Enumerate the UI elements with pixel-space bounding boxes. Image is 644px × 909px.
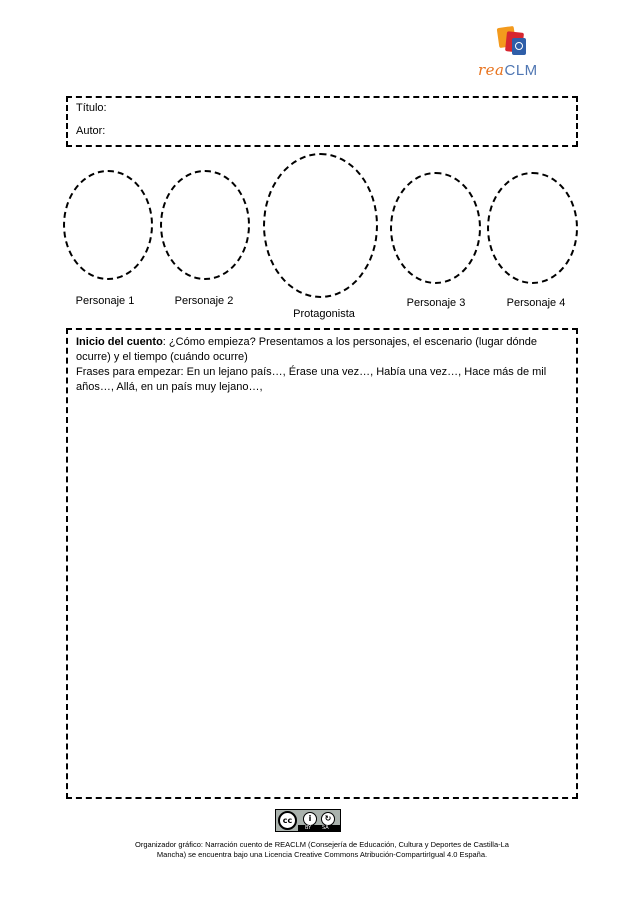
story-instructions (76, 335, 568, 395)
footer-line-2: Mancha) se encuentra bajo una Licencia Creative Commons Atribución-CompartirIgual 4.0 España. (156, 850, 488, 859)
character-oval-3 (390, 172, 481, 284)
sa-text: SA (322, 825, 329, 831)
character-label-4: Personaje 4 (506, 297, 566, 309)
character-oval-2 (160, 170, 250, 280)
title-label: Título: (76, 102, 107, 114)
footer-line-1: Organizador gráfico: Narración cuento de REACLM (Consejería de Educación, Cultura y Deportes de Castilla-La (135, 840, 509, 849)
title-author-box (66, 96, 578, 147)
character-label-3: Personaje 3 (406, 297, 466, 309)
character-label-1: Personaje 1 (75, 295, 135, 307)
logo-word-clm: CLM (504, 62, 538, 79)
by-person-icon: i (303, 812, 317, 826)
character-oval-1 (63, 170, 153, 280)
cc-license-badge (275, 809, 341, 832)
logo-wordmark (478, 61, 538, 79)
sa-share-icon: ↻ (321, 812, 335, 826)
character-oval-4 (487, 172, 578, 284)
protagonist-label: Protagonista (293, 308, 355, 320)
license-strip (298, 825, 340, 831)
reaclm-logo (470, 22, 560, 82)
license-footer (90, 840, 554, 860)
story-heading: Inicio del cuento (76, 336, 163, 348)
logo-word-rea: rea (478, 61, 505, 79)
logo-circle-mark (515, 42, 523, 50)
author-label: Autor: (76, 125, 106, 137)
protagonist-oval (263, 153, 378, 298)
by-text: BY (305, 825, 312, 831)
story-phrases: Frases para empezar: En un lejano país…, Érase una vez…, Había una vez…, Hace más de mil años…, Allá, en un país muy lejano…, (76, 366, 547, 393)
story-intro: : ¿Cómo empieza? Presentamos a los personajes, el escenario (lugar dónde ocurre) y el tiempo (cuándo ocurre) (76, 336, 537, 363)
character-label-2: Personaje 2 (174, 295, 234, 307)
story-beginning-box (66, 328, 578, 799)
cc-icon: cc (278, 811, 297, 830)
